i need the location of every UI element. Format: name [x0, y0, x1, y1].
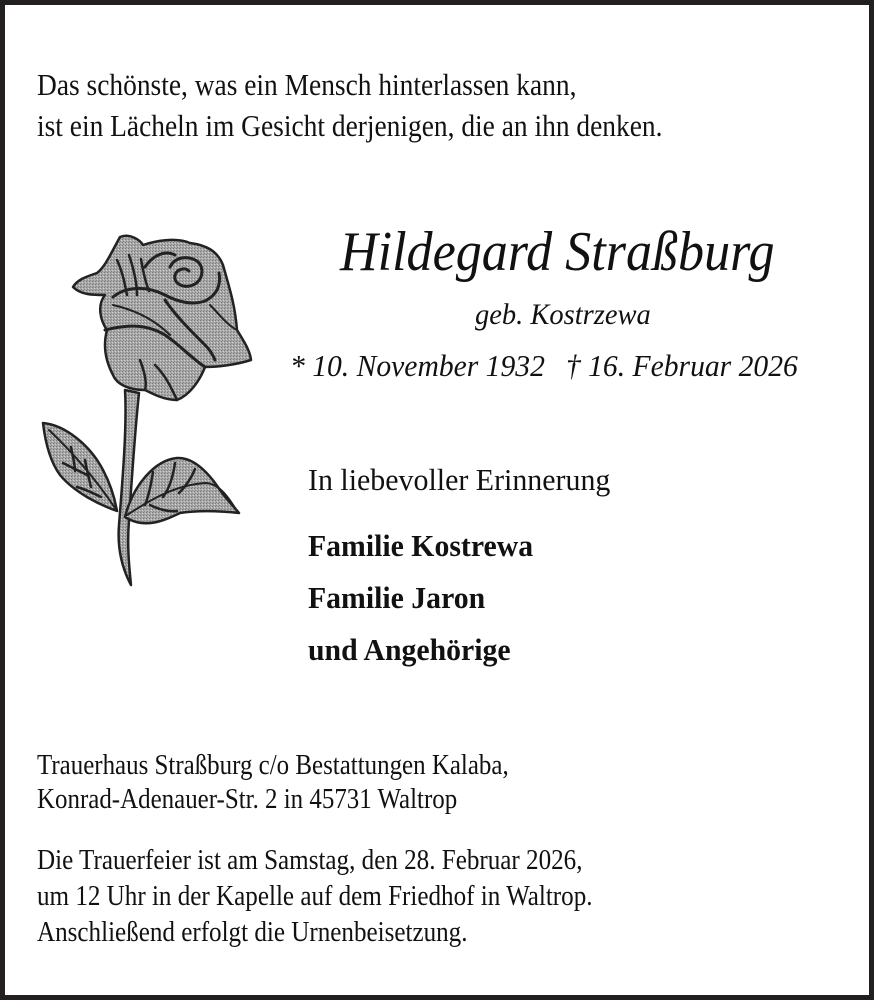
- ceremony-line-3: Anschließend erfolgt die Urnenbeisetzung.: [37, 916, 468, 948]
- mourner-line: Familie Jaron: [308, 580, 486, 615]
- mourner-line: und Angehörige: [308, 632, 511, 667]
- address-line-1: Trauerhaus Straßburg c/o Bestattungen Kalaba,: [37, 749, 509, 781]
- memory-line: In liebevoller Erinnerung: [308, 462, 611, 497]
- death-date: † 16. Februar 2026: [565, 348, 798, 383]
- motto-line-1: Das schönste, was ein Mensch hinterlassen kann,: [37, 67, 577, 102]
- maiden-name: geb. Kostrzewa: [475, 298, 651, 331]
- address-line-2: Konrad-Adenauer-Str. 2 in 45731 Waltrop: [37, 783, 458, 815]
- ceremony-line-1: Die Trauerfeier ist am Samstag, den 28. Februar 2026,: [37, 844, 583, 876]
- ceremony-line-2: um 12 Uhr in der Kapelle auf dem Friedhof in Waltrop.: [37, 880, 593, 912]
- birth-date: * 10. November 1932: [290, 348, 545, 383]
- deceased-name: Hildegard Straßburg: [340, 221, 775, 283]
- motto-line-2: ist ein Lächeln im Gesicht derjenigen, die an ihn denken.: [37, 108, 663, 143]
- mourner-line: Familie Kostrewa: [308, 528, 534, 563]
- life-dates: [290, 348, 798, 384]
- rose-icon: [35, 225, 255, 595]
